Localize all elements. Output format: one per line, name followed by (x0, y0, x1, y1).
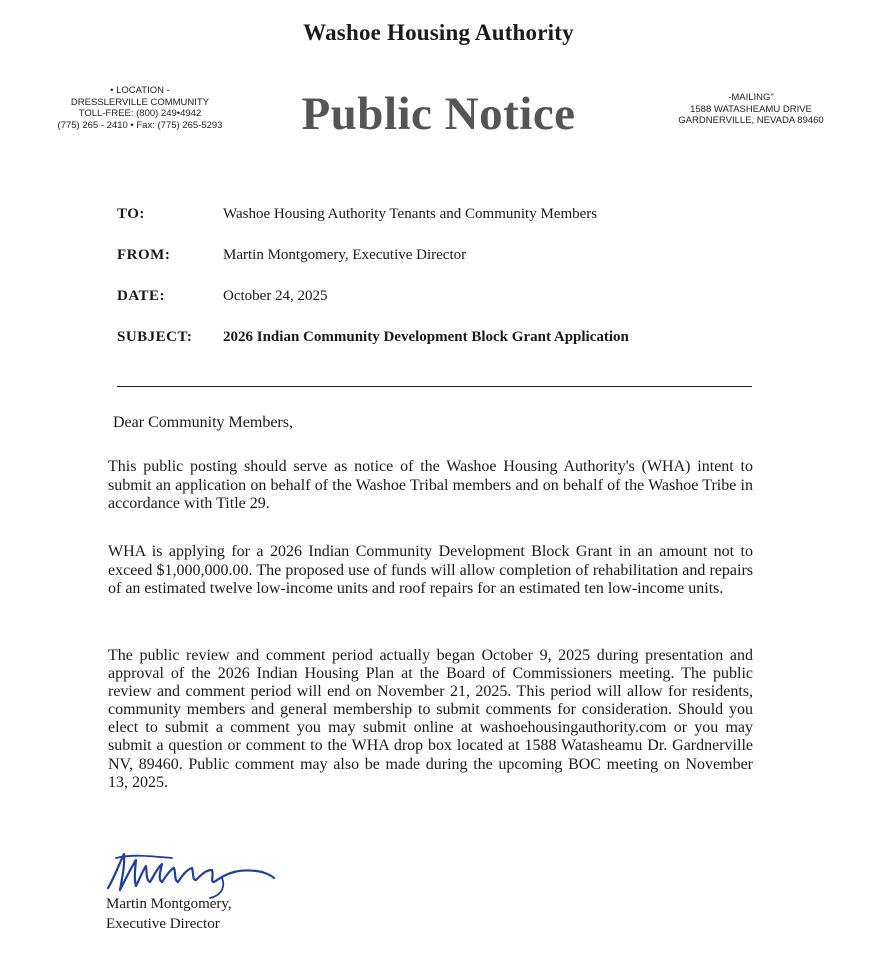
mailing-city: GARDNERVILLE, NEVADA 89460 (678, 115, 824, 126)
mailing-heading: -MAILING" (728, 92, 774, 103)
signer-title: Executive Director (106, 916, 220, 932)
memo-date (117, 288, 777, 314)
signer-name: Martin Montgomery, (106, 896, 232, 912)
memo-subject-value: 2026 Indian Community Development Block Grant Application (223, 329, 629, 345)
salutation: Dear Community Members, (113, 414, 293, 431)
memo-from-label: FROM: (117, 247, 171, 263)
memo-to-label: TO: (117, 206, 145, 222)
memo-divider (117, 386, 752, 387)
memo-from-value: Martin Montgomery, Executive Director (223, 247, 467, 263)
paragraph-comment-period: The public review and comment period actually began October 9, 2025 during presentation and approval of the 2026 Indian Housing Plan at the Board of Commissioners meeting. The public review and comment period will end on November 21, 2025. This period will allow for residents, community members and general membership to submit comments for consideration. Should you elect to submit a comment you may submit online at washoehousingauthority.com or you may submit a question or comment to the WHA drop box located at 1588 Watasheamu Dr. Gardnerville NV, 89460. Public comment may also be made during the upcoming BOC meeting on November 13, 2025. (108, 647, 753, 791)
signature-flourish (116, 856, 223, 898)
paragraph-notice: This public posting should serve as notice of the Washoe Housing Authority's (WHA) intent to submit an application on behalf of the Washoe Tribal members and on behalf of the Washoe Tribe in accordance with Title 29. (108, 458, 753, 512)
memo-subject-label: SUBJECT: (117, 329, 193, 345)
location-community: DRESSLERVILLE COMMUNITY (70, 96, 210, 108)
memo-date-value: October 24, 2025 (223, 288, 328, 304)
location-heading: • LOCATION - (110, 85, 170, 96)
memo-to (117, 206, 777, 232)
memo-date-label: DATE: (117, 288, 166, 304)
signature-graphic (102, 848, 277, 900)
mailing-block (665, 92, 837, 127)
location-phone-fax: (775) 265 - 2410 • Fax: (775) 265-5293 (57, 119, 223, 131)
memo-to-value: Washoe Housing Authority Tenants and Community Members (223, 206, 598, 222)
mailing-street: 1588 WATASHEAMU DRIVE (690, 103, 812, 115)
paragraph-grant: WHA is applying for a 2026 Indian Community Development Block Grant in an amount not to exceed $1,000,000.00. The proposed use of funds will allow completion of rehabilitation and repairs of an estimated twelve low-income units and roof repairs for an estimated ten low-income units. (108, 543, 753, 597)
notice-title: Public Notice (301, 88, 576, 140)
organization-title: Washoe Housing Authority (303, 20, 574, 45)
memo-subject (117, 329, 777, 355)
memo-from (117, 247, 777, 273)
location-toll-free: TOLL-FREE: (800) 249•4942 (78, 108, 202, 119)
signature-stroke (108, 854, 274, 890)
signature-block (106, 894, 232, 934)
